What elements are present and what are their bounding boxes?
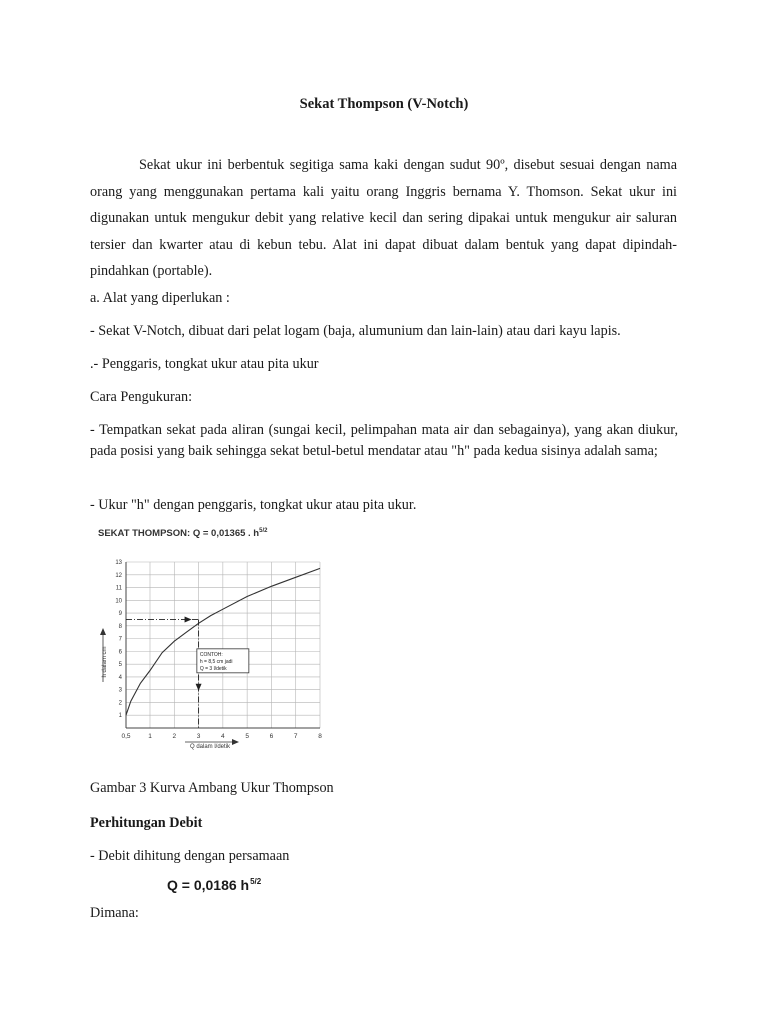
calc-line: - Debit dihitung dengan persamaan [90,848,290,864]
y-tick-label: 9 [118,611,122,618]
x-tick-label: 4 [221,733,225,740]
y-tick-label: 2 [118,700,122,707]
calc-heading: Perhitungan Debit [90,815,203,831]
tools-item-vnotch: - Sekat V-Notch, dibuat dari pelat logam (baja, alumunium dan lain-lain) atau dari kayu lapis. [90,323,621,339]
intro-paragraph: Sekat ukur ini berbentuk segitiga sama kaki dengan sudut 90º, disebut sesuai dengan nama orang yang menggunakan pertama kali yaitu orang Inggris bernama Y. Thomson. Sekat ukur ini digunakan untuk mengukur debit yang relative kecil dan sering dipakai untuk mengukur air saluran tersier dan kwarter atau di kebun tebu. Alat ini dapat dibuat dalam bentuk yang dapat dipindah-pindahkan (portable). [90,157,677,279]
tools-heading: a. Alat yang diperlukan : [90,290,230,306]
where-label: Dimana: [90,905,139,921]
example-box-line: CONTOH: [199,651,223,658]
y-tick-label: 4 [118,674,122,681]
y-tick-label: 5 [118,662,122,669]
formula-exponent: 5/2 [250,877,262,886]
y-tick-label: 6 [118,649,122,656]
example-arrow-right [185,616,192,622]
method-step-2: - Ukur "h" dengan penggaris, tongkat ukur atau pita ukur. [90,497,417,513]
x-tick-label: 6 [269,733,274,740]
x-axis-arrow-head [232,739,239,745]
x-tick-label: 2 [172,733,177,740]
x-tick-label: 7 [293,733,298,740]
method-step-1: - Tempatkan sekat pada aliran (sungai kecil, pelimpahan mata air dan sebagainya), yang akan diukur, pada posisi yang baik sehingga sekat betul-betul mendatar atau "h" pada kedua sisinya adalah sama; [90,422,678,459]
x-tick-label: 5 [245,733,249,740]
x-tick-label: 8 [318,733,322,740]
y-tick-label: 8 [118,623,122,630]
formula-text: Q = 0,0186 h [167,877,250,893]
example-box-line: Q = 3 l/detik [199,665,227,672]
example-box-line: h = 8,5 cm jadi [199,658,233,665]
x-tick-label: 3 [196,733,201,740]
y-tick-label: 11 [115,585,122,592]
y-tick-label: 1 [118,713,122,720]
method-heading: Cara Pengukuran: [90,389,193,405]
y-tick-label: 3 [118,687,122,694]
chart-svg [90,522,340,752]
chart-title [98,528,267,539]
y-tick-label: 10 [115,598,122,605]
chart-title-exponent: 5/2 [259,528,268,534]
x-tick-label: 1 [148,733,152,740]
figure-caption: Gambar 3 Kurva Ambang Ukur Thompson [90,780,334,796]
x-axis-label: Q dalam l/detik [189,744,231,750]
y-tick-label: 13 [115,560,122,566]
y-axis-label: h dalam cm [102,646,108,678]
y-tick-label: 7 [118,636,122,643]
thompson-chart [90,522,340,752]
y-tick-label: 12 [115,572,122,579]
chart-title-text: SEKAT THOMPSON: Q = 0,01365 . h [98,528,260,539]
x-tick-label: 0,5 [121,733,131,740]
page-title: Sekat Thompson (V-Notch) [299,96,469,112]
discharge-formula [167,877,261,893]
tools-item-ruler: .- Penggaris, tongkat ukur atau pita ukur [90,356,319,372]
y-axis-arrow-head [100,628,106,635]
